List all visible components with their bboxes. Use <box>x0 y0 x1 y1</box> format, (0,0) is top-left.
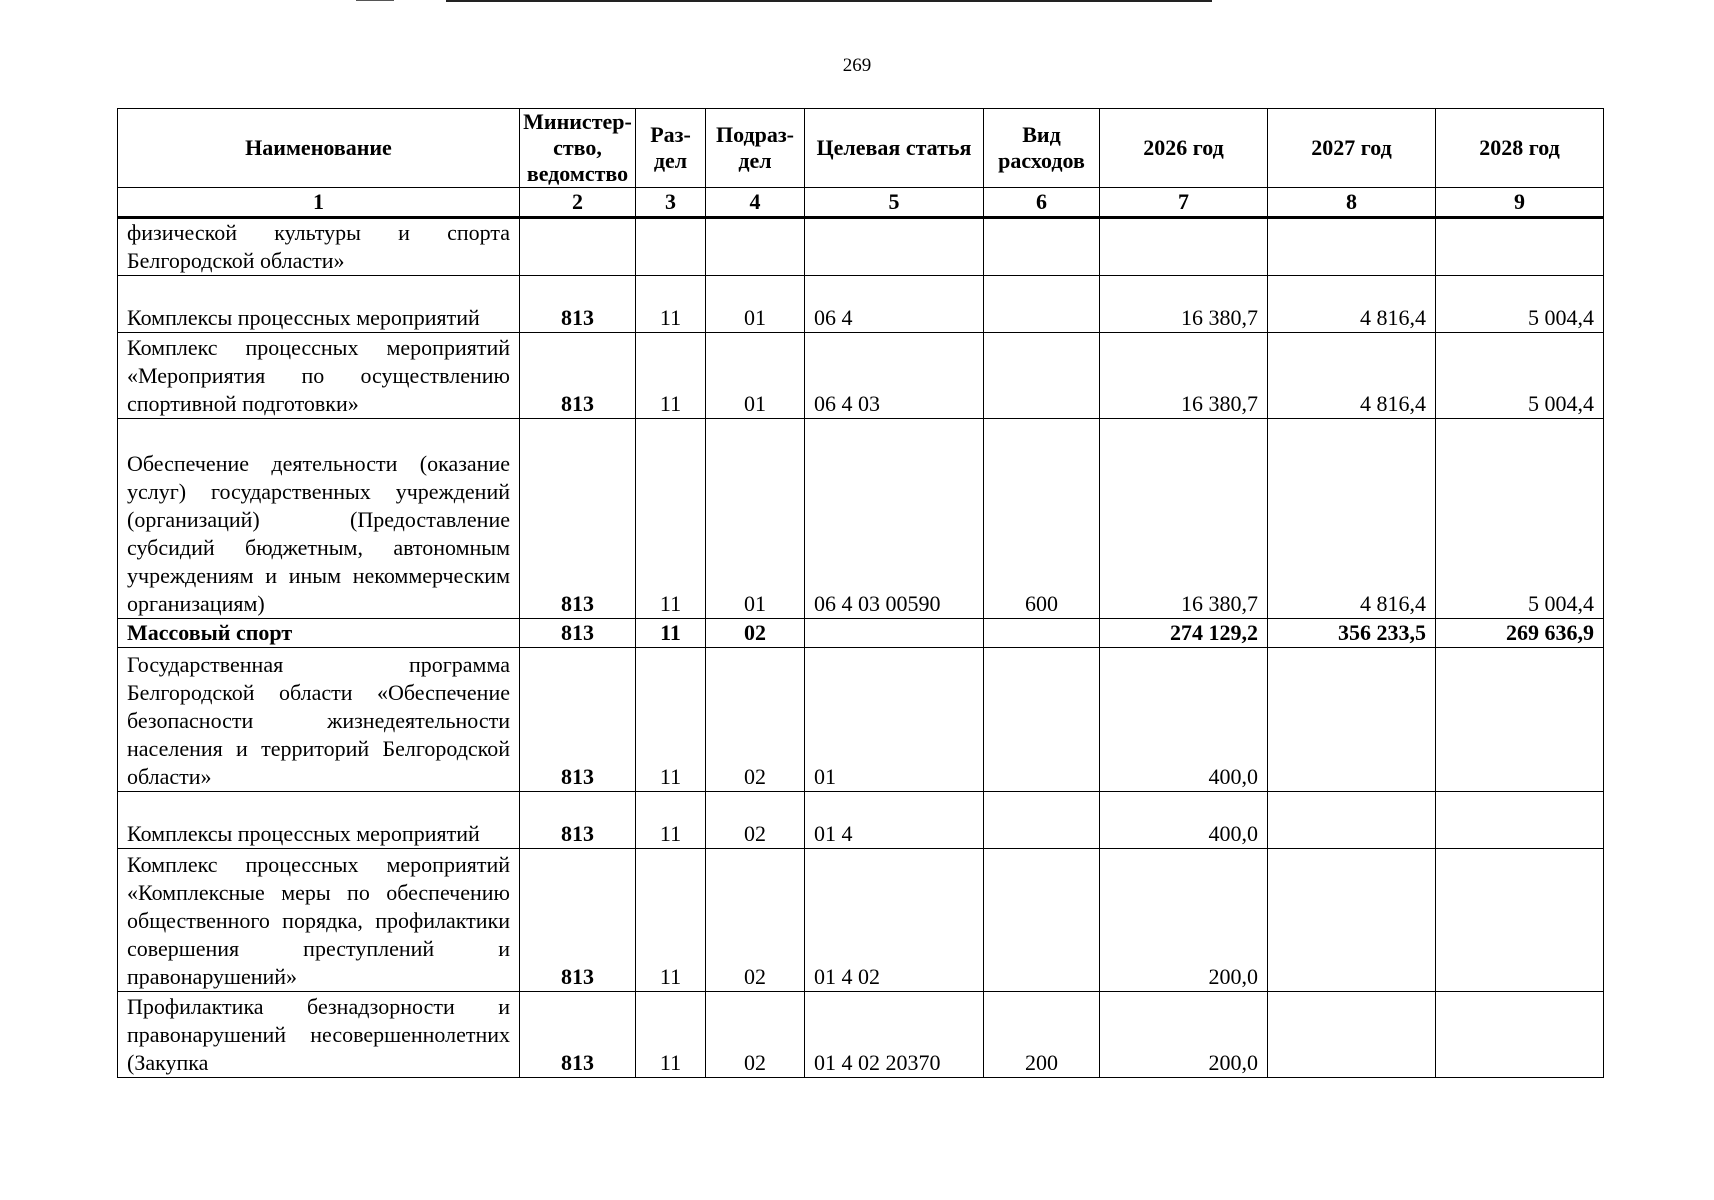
cell-2026: 16 380,7 <box>1100 419 1268 619</box>
header-2026: 2026 год <box>1100 109 1268 188</box>
header-row <box>118 109 1604 188</box>
cell-name: Обеспечение деятельности (оказание услуг) государственных учреждений (организаций) (Предоставление субсидий бюджетным, автономным учреждениям и иным некоммерческим организациям) <box>118 419 520 619</box>
column-number: 2 <box>520 188 636 218</box>
header-ministry: Министер-ство, ведомство <box>520 109 636 188</box>
cell-2028 <box>1436 849 1604 992</box>
cell-2027: 356 233,5 <box>1268 619 1436 648</box>
cell-target <box>805 218 984 276</box>
cell-2028 <box>1436 648 1604 792</box>
cell-ministry: 813 <box>520 792 636 849</box>
cell-2026: 274 129,2 <box>1100 619 1268 648</box>
cell-kind <box>984 333 1100 419</box>
table-row <box>118 792 1604 849</box>
cell-target: 01 4 <box>805 792 984 849</box>
cell-kind <box>984 648 1100 792</box>
cell-ministry: 813 <box>520 648 636 792</box>
column-number-row <box>118 188 1604 218</box>
cell-section: 11 <box>636 648 706 792</box>
cell-2027 <box>1268 849 1436 992</box>
cell-section: 11 <box>636 333 706 419</box>
column-number: 1 <box>118 188 520 218</box>
cell-2027 <box>1268 218 1436 276</box>
cell-2026 <box>1100 218 1268 276</box>
cell-name: Комплекс процессных мероприятий «Мероприятия по осуществлению спортивной подготовки» <box>118 333 520 419</box>
table-row <box>118 218 1604 276</box>
table-row <box>118 992 1604 1078</box>
cell-ministry: 813 <box>520 333 636 419</box>
table-row <box>118 276 1604 333</box>
cell-section: 11 <box>636 619 706 648</box>
budget-table <box>117 108 1604 1078</box>
table-row <box>118 619 1604 648</box>
cell-kind <box>984 849 1100 992</box>
table-body <box>118 218 1604 1078</box>
table-row <box>118 849 1604 992</box>
cell-2026: 16 380,7 <box>1100 333 1268 419</box>
cell-ministry: 813 <box>520 419 636 619</box>
cell-subsection: 02 <box>706 849 805 992</box>
table-row <box>118 333 1604 419</box>
cell-subsection: 01 <box>706 419 805 619</box>
cell-ministry <box>520 218 636 276</box>
cell-ministry: 813 <box>520 992 636 1078</box>
cell-2027 <box>1268 992 1436 1078</box>
cell-kind <box>984 619 1100 648</box>
column-number: 6 <box>984 188 1100 218</box>
cell-2028 <box>1436 992 1604 1078</box>
cell-subsection: 02 <box>706 648 805 792</box>
cell-section: 11 <box>636 992 706 1078</box>
cell-subsection: 01 <box>706 276 805 333</box>
cell-section: 11 <box>636 419 706 619</box>
cell-ministry: 813 <box>520 849 636 992</box>
cell-subsection <box>706 218 805 276</box>
cell-kind <box>984 218 1100 276</box>
cell-name: физической культуры и спорта Белгородской области» <box>118 218 520 276</box>
column-number: 5 <box>805 188 984 218</box>
cell-section: 11 <box>636 849 706 992</box>
cell-target: 06 4 03 <box>805 333 984 419</box>
cell-2027 <box>1268 648 1436 792</box>
cell-2026: 400,0 <box>1100 648 1268 792</box>
cell-2028: 269 636,9 <box>1436 619 1604 648</box>
header-section: Раз-дел <box>636 109 706 188</box>
cell-target: 01 <box>805 648 984 792</box>
cell-name: Комплексы процессных мероприятий <box>118 276 520 333</box>
cell-2027: 4 816,4 <box>1268 419 1436 619</box>
cell-target: 01 4 02 20370 <box>805 992 984 1078</box>
cell-target: 06 4 03 00590 <box>805 419 984 619</box>
cell-name: Государственная программа Белгородской области «Обеспечение безопасности жизнедеятельности населения и территорий Белгородской области» <box>118 648 520 792</box>
table-row <box>118 648 1604 792</box>
cell-2026: 16 380,7 <box>1100 276 1268 333</box>
cell-name: Комплексы процессных мероприятий <box>118 792 520 849</box>
cell-name: Комплекс процессных мероприятий «Комплексные меры по обеспечению общественного порядка, профилактики совершения преступлений и правонарушений» <box>118 849 520 992</box>
cell-target: 06 4 <box>805 276 984 333</box>
cell-2028 <box>1436 792 1604 849</box>
cell-name: Профилактика безнадзорности и правонарушений несовершеннолетних (Закупка <box>118 992 520 1078</box>
column-number: 8 <box>1268 188 1436 218</box>
cell-2026: 400,0 <box>1100 792 1268 849</box>
cell-2027: 4 816,4 <box>1268 333 1436 419</box>
header-kind: Вид расходов <box>984 109 1100 188</box>
cell-2026: 200,0 <box>1100 849 1268 992</box>
cell-name: Массовый спорт <box>118 619 520 648</box>
top-rule-long <box>446 0 1212 2</box>
cell-ministry: 813 <box>520 276 636 333</box>
cell-2027 <box>1268 792 1436 849</box>
cell-2027: 4 816,4 <box>1268 276 1436 333</box>
header-target: Целевая статья <box>805 109 984 188</box>
column-number: 3 <box>636 188 706 218</box>
column-number: 4 <box>706 188 805 218</box>
cell-kind <box>984 276 1100 333</box>
header-subsection: Подраз-дел <box>706 109 805 188</box>
cell-subsection: 01 <box>706 333 805 419</box>
cell-2028: 5 004,4 <box>1436 276 1604 333</box>
cell-subsection: 02 <box>706 992 805 1078</box>
cell-kind <box>984 792 1100 849</box>
cell-target: 01 4 02 <box>805 849 984 992</box>
column-number: 9 <box>1436 188 1604 218</box>
cell-subsection: 02 <box>706 619 805 648</box>
page-number: 269 <box>842 55 872 76</box>
cell-kind: 200 <box>984 992 1100 1078</box>
cell-2028: 5 004,4 <box>1436 419 1604 619</box>
cell-2026: 200,0 <box>1100 992 1268 1078</box>
cell-section: 11 <box>636 276 706 333</box>
cell-target <box>805 619 984 648</box>
cell-section <box>636 218 706 276</box>
cell-2028: 5 004,4 <box>1436 333 1604 419</box>
header-2028: 2028 год <box>1436 109 1604 188</box>
column-number: 7 <box>1100 188 1268 218</box>
cell-subsection: 02 <box>706 792 805 849</box>
cell-section: 11 <box>636 792 706 849</box>
cell-ministry: 813 <box>520 619 636 648</box>
header-name: Наименование <box>118 109 520 188</box>
cell-kind: 600 <box>984 419 1100 619</box>
header-2027: 2027 год <box>1268 109 1436 188</box>
table-row <box>118 419 1604 619</box>
cell-2028 <box>1436 218 1604 276</box>
top-rule-short <box>356 0 394 1</box>
